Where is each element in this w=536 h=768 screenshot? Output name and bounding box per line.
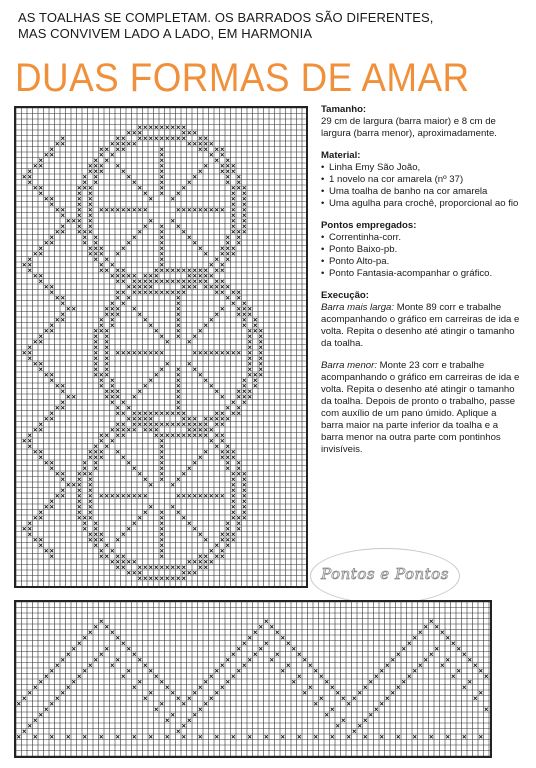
pontos-list [321,232,521,280]
barra-maior-paragraph [321,302,521,350]
section-pontos [321,220,521,280]
heading-tamanho: Tamanho: [321,104,367,115]
pontos-item: • Ponto Alto-pa. [321,256,521,268]
barra-menor-paragraph [321,360,521,456]
subtitle-line-2: MAS CONVIVEM LADO A LADO, EM HARMONIA [18,26,313,41]
section-execucao [321,290,521,456]
heading-material: Material: [321,150,361,161]
material-list [321,162,521,210]
barra-menor-text: Monte 23 corr e trabalhe acompanhando o gráfico em carreiras de ida e volta. Repita o desenho até atingir o tamanho da toalha. Depois de pronto o trabalho, passe com auxílio de um pano úmido. Aplique a barra maior na parte inferior da toalha e a barra menor na outra parte com pontinhos invisíveis. [321,360,520,455]
heading-pontos: Pontos empregados: [321,220,417,231]
section-material [321,150,521,210]
pontos-item: • Ponto Baixo-pb. [321,244,521,256]
barra-maior-label: Barra mais larga: [321,302,395,313]
watermark-logo [310,548,460,604]
small-chart-pattern [16,602,490,756]
material-item: • Uma agulha para crochê, proporcional ao fio [321,198,521,210]
large-crochet-chart [14,106,308,588]
section-tamanho [321,104,521,140]
material-item: • 1 novelo na cor amarela (nº 37) [321,174,521,186]
heading-execucao: Execução: [321,290,369,301]
pontos-item: • Correntinha-corr. [321,232,521,244]
large-chart-pattern [16,108,306,586]
small-crochet-chart [14,600,492,758]
material-item: • Linha Emy São João, [321,162,521,174]
page-title: DUAS FORMAS DE AMAR [15,56,470,100]
watermark-text: Pontos e Pontos [321,565,449,583]
barra-menor-label: Barra menor: [321,360,377,371]
instructions-column [321,104,521,466]
tamanho-text: 29 cm de largura (barra maior) e 8 cm de largura (barra menor), aproximadamente. [321,116,497,139]
material-item: • Uma toalha de banho na cor amarela [321,186,521,198]
barra-maior-text: Monte 89 corr e trabalhe acompanhando o gráfico em carreiras de ida e volta. Repita o desenho até atingir o tamanho da toalha. [321,302,520,349]
pontos-item: • Ponto Fantasia-acompanhar o gráfico. [321,268,521,280]
subtitle [18,10,518,42]
subtitle-line-1: AS TOALHAS SE COMPLETAM. OS BARRADOS SÃO DIFERENTES, [18,10,434,25]
